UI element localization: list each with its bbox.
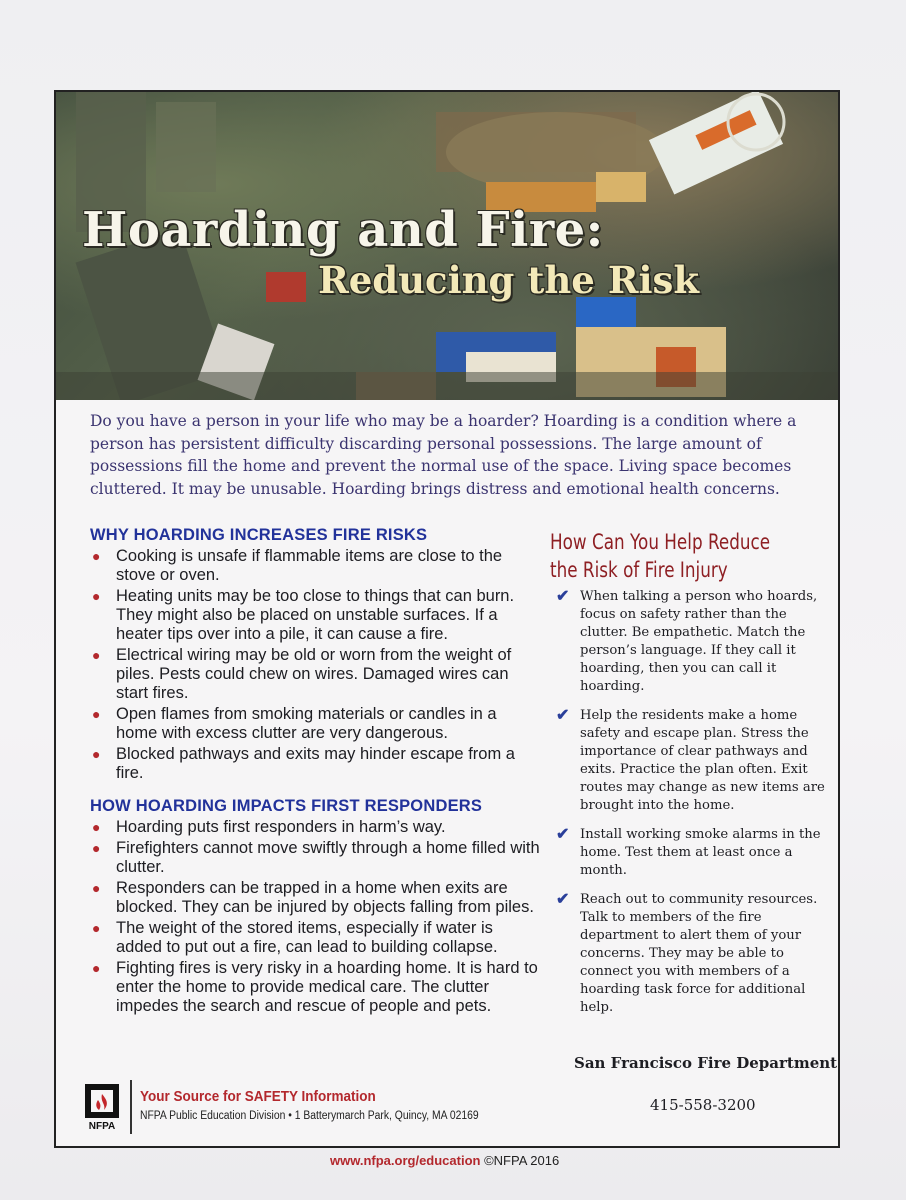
help-heading-line-1: How Can You Help Reduce: [550, 530, 771, 554]
list-item: [90, 547, 542, 585]
section-heading-fire-risks: WHY HOARDING INCREASES FIRE RISKS: [90, 526, 428, 544]
bullet-icon: ●: [92, 706, 101, 722]
footer-address: NFPA Public Education Division • 1 Batterymarch Park, Quincy, MA 02169: [140, 1110, 479, 1122]
list-item-text: When talking a person who hoards, focus on safety rather than the clutter. Be empathetic. Match the person’s language. If they call it hoarding, then you can call it hoarding.: [580, 589, 818, 694]
list-item-text: Blocked pathways and exits may hinder escape from a fire.: [116, 745, 515, 782]
logo-text: NFPA: [88, 1121, 116, 1132]
list-item-text: Responders can be trapped in a home when exits are blocked. They can be injured by objects falling from piles.: [116, 879, 534, 916]
fire-risks-list: [90, 547, 542, 783]
copyright: ©NFPA 2016: [484, 1153, 560, 1168]
bullet-icon: ●: [92, 819, 101, 835]
nfpa-logo-icon: [82, 1082, 126, 1132]
bullet-icon: ●: [92, 920, 101, 936]
help-heading: [550, 528, 814, 584]
phone-number: 415-558-3200: [650, 1096, 756, 1114]
list-item: [550, 707, 830, 815]
list-item-text: Cooking is unsafe if flammable items are close to the stove or oven.: [116, 547, 503, 584]
list-item: [90, 839, 542, 877]
first-responders-list: [90, 818, 542, 1016]
list-item-text: Install working smoke alarms in the home. Test them at least once a month.: [580, 827, 821, 878]
intro-paragraph: Do you have a person in your life who may be a hoarder? Hoarding is a condition where a person has persistent difficulty discarding personal possessions. The large amount of possessions fill the home and prevent the normal use of the space. Living space becomes cluttered. It may be unusable. Hoarding brings distress and emotional health concerns.: [90, 412, 797, 498]
list-item: [550, 588, 830, 696]
department-name: San Francisco Fire Department: [574, 1054, 838, 1072]
list-item: [90, 919, 542, 957]
left-column: [90, 526, 542, 1018]
list-item-text: Reach out to community resources. Talk to members of the fire department to alert them of your concerns. They may be able to connect you with members of a hoarding task force for additional help.: [580, 892, 818, 1015]
list-item: [90, 879, 542, 917]
help-list: [550, 588, 830, 1017]
list-item-text: Fighting fires is very risky in a hoarding home. It is hard to enter the home to provide medical care. The clutter impedes the search and rescue of people and pets.: [116, 959, 538, 1015]
list-item: [550, 891, 830, 1017]
list-item-text: Electrical wiring may be old or worn from the weight of piles. Pests could chew on wires. Damaged wires can start fires.: [116, 646, 512, 702]
bullet-icon: ●: [92, 840, 101, 856]
web-footer: [330, 1153, 630, 1168]
bullet-icon: ●: [92, 746, 101, 762]
checkmark-icon: ✔: [556, 705, 570, 724]
list-item: [90, 818, 542, 837]
list-item: [550, 826, 830, 880]
checkmark-icon: ✔: [556, 889, 570, 908]
title-line-2: Reducing the Risk: [318, 258, 699, 302]
bullet-icon: ●: [92, 548, 101, 564]
list-item-text: Hoarding puts first responders in harm’s way.: [116, 818, 446, 836]
help-heading-line-2: the Risk of Fire Injury: [550, 558, 728, 582]
list-item: [90, 646, 542, 703]
list-item-text: The weight of the stored items, especially if water is added to put out a fire, can lead to building collapse.: [116, 919, 498, 956]
footer-divider: [130, 1080, 132, 1134]
checkmark-icon: ✔: [556, 586, 570, 605]
hero-image: [56, 92, 838, 400]
list-item-text: Open flames from smoking materials or candles in a home with excess clutter are very dangerous.: [116, 705, 497, 742]
list-item-text: Firefighters cannot move swiftly through a home filled with clutter.: [116, 839, 540, 876]
title-line-1: Hoarding and Fire:: [82, 202, 604, 258]
right-column: [550, 528, 830, 1028]
flyer-sheet: [54, 90, 840, 1148]
list-item-text: Heating units may be too close to things that can burn. They might also be placed on unstable surfaces. If a heater tips over into a pile, it can cause a fire.: [116, 587, 515, 643]
list-item: [90, 959, 542, 1016]
list-item-text: Help the residents make a home safety and escape plan. Stress the importance of clear pathways and exits. Practice the plan often. Exit routes may change as new items are brought into the home.: [580, 708, 825, 813]
list-item: [90, 745, 542, 783]
website-link[interactable]: www.nfpa.org/education: [330, 1153, 481, 1168]
list-item: [90, 705, 542, 743]
checkmark-icon: ✔: [556, 824, 570, 843]
list-item: [90, 587, 542, 644]
footer-tagline: Your Source for SAFETY Information: [140, 1088, 376, 1105]
section-heading-first-responders: HOW HOARDING IMPACTS FIRST RESPONDERS: [90, 797, 483, 815]
bullet-icon: ●: [92, 647, 101, 663]
bullet-icon: ●: [92, 588, 101, 604]
bullet-icon: ●: [92, 880, 101, 896]
bullet-icon: ●: [92, 960, 101, 976]
